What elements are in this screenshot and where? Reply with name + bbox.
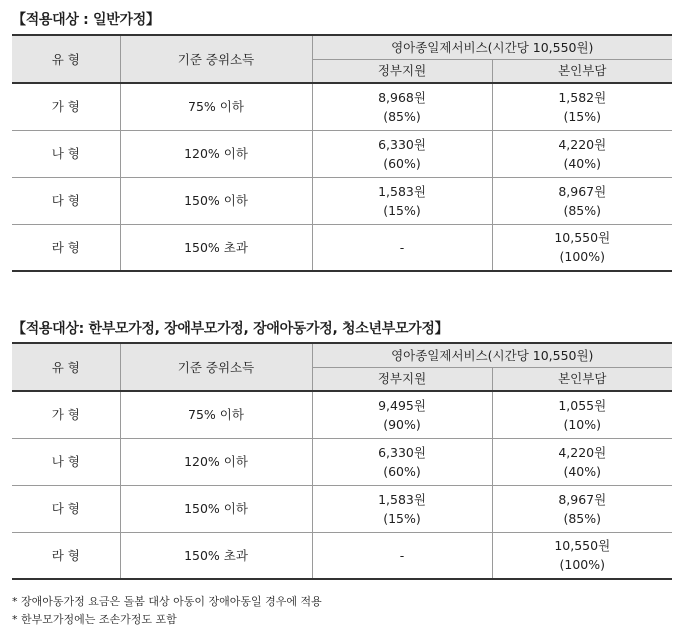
self-amount: 10,550원: [554, 538, 611, 554]
self-pay-cell: [492, 224, 672, 271]
gov-percent: (15%): [383, 510, 421, 526]
header-income: 기준 중위소득: [120, 35, 312, 83]
row-income: 75% 이하: [120, 391, 312, 438]
gov-amount: 9,495원: [378, 397, 426, 413]
table-row: [12, 224, 672, 271]
gov-percent: (60%): [383, 155, 421, 171]
self-amount: 1,055원: [558, 397, 607, 413]
footnotes: [12, 593, 322, 629]
table-row: [12, 177, 672, 224]
self-amount: 8,967원: [558, 491, 607, 507]
header-self-pay: 본인부담: [492, 59, 672, 83]
header-service: 영아종일제서비스(시간당 10,550원): [312, 35, 672, 59]
gov-support-cell: [312, 130, 492, 177]
gov-amount: 6,330원: [378, 444, 426, 460]
gov-support-cell: [312, 532, 492, 579]
section-title-general: 【적용대상 : 일반가정】: [12, 12, 160, 28]
gov-percent: (85%): [383, 108, 421, 124]
header-type: 유 형: [12, 343, 120, 391]
self-amount: 4,220원: [558, 136, 607, 152]
row-type: 가 형: [12, 83, 120, 130]
row-income: 75% 이하: [120, 83, 312, 130]
gov-support-cell: [312, 83, 492, 130]
row-income: 120% 이하: [120, 438, 312, 485]
row-income: 150% 이하: [120, 485, 312, 532]
self-percent: (40%): [563, 463, 602, 479]
row-income: 150% 초과: [120, 224, 312, 271]
gov-support-cell: [312, 177, 492, 224]
self-percent: (10%): [563, 416, 602, 432]
gov-amount: 6,330원: [378, 136, 426, 152]
row-type: 나 형: [12, 438, 120, 485]
table-row: [12, 391, 672, 438]
table-row: [12, 83, 672, 130]
row-type: 라 형: [12, 532, 120, 579]
table-row: [12, 532, 672, 579]
footnote-single-parent: * 한부모가정에는 조손가정도 포함: [12, 613, 177, 626]
self-pay-cell: [492, 391, 672, 438]
row-type: 나 형: [12, 130, 120, 177]
self-amount: 4,220원: [558, 444, 607, 460]
self-percent: (100%): [559, 249, 605, 265]
self-pay-cell: [492, 438, 672, 485]
row-type: 다 형: [12, 177, 120, 224]
row-type: 가 형: [12, 391, 120, 438]
self-percent: (15%): [563, 108, 602, 124]
header-service: 영아종일제서비스(시간당 10,550원): [312, 343, 672, 367]
gov-support-cell: [312, 438, 492, 485]
row-type: 라 형: [12, 224, 120, 271]
gov-percent: (15%): [383, 202, 421, 218]
table-row: [12, 130, 672, 177]
gov-amount: 8,968원: [378, 89, 426, 105]
self-pay-cell: [492, 130, 672, 177]
self-percent: (100%): [559, 557, 605, 573]
gov-amount: -: [399, 239, 405, 255]
self-amount: 1,582원: [558, 89, 607, 105]
gov-support-cell: [312, 391, 492, 438]
self-pay-cell: [492, 83, 672, 130]
row-income: 120% 이하: [120, 130, 312, 177]
section-title-special: 【적용대상: 한부모가정, 장애부모가정, 장애아동가정, 청소년부모가정】: [12, 321, 449, 337]
self-percent: (40%): [563, 155, 602, 171]
row-income: 150% 이하: [120, 177, 312, 224]
self-amount: 8,967원: [558, 183, 607, 199]
row-type: 다 형: [12, 485, 120, 532]
gov-support-cell: [312, 485, 492, 532]
gov-amount: -: [399, 547, 405, 563]
self-amount: 10,550원: [554, 230, 611, 246]
table-row: [12, 438, 672, 485]
self-pay-cell: [492, 532, 672, 579]
self-percent: (85%): [563, 202, 602, 218]
gov-amount: 1,583원: [378, 491, 426, 507]
gov-percent: (90%): [383, 416, 421, 432]
gov-percent: (60%): [383, 463, 421, 479]
header-self-pay: 본인부담: [492, 367, 672, 391]
fee-table-special: [12, 342, 672, 580]
table-row: [12, 485, 672, 532]
header-income: 기준 중위소득: [120, 343, 312, 391]
gov-support-cell: [312, 224, 492, 271]
header-gov-support: 정부지원: [312, 59, 492, 83]
self-percent: (85%): [563, 510, 602, 526]
header-type: 유 형: [12, 35, 120, 83]
self-pay-cell: [492, 485, 672, 532]
footnote-disabled-child: * 장애아동가정 요금은 돌봄 대상 아동이 장애아동일 경우에 적용: [12, 595, 322, 608]
header-gov-support: 정부지원: [312, 367, 492, 391]
self-pay-cell: [492, 177, 672, 224]
row-income: 150% 초과: [120, 532, 312, 579]
gov-amount: 1,583원: [378, 183, 426, 199]
fee-table-general: [12, 34, 672, 272]
